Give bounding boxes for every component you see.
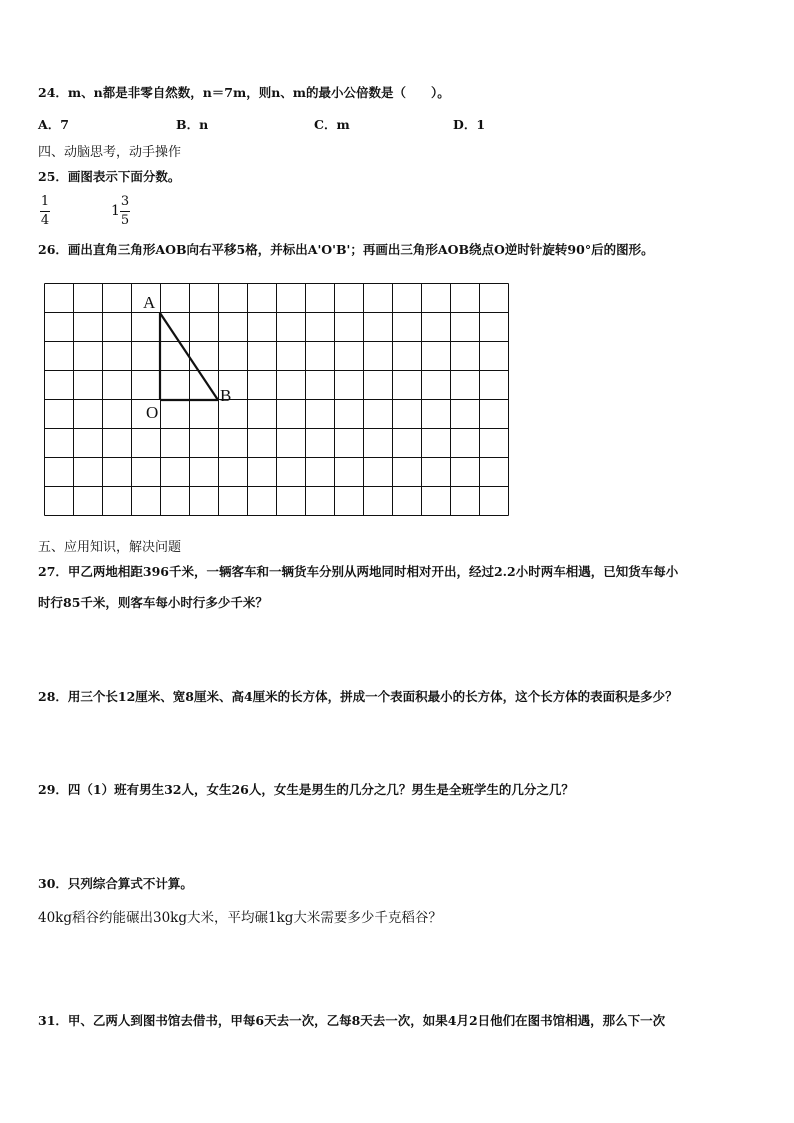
fraction-numerator: 3	[120, 194, 130, 209]
fraction-numerator: 1	[40, 194, 50, 209]
fraction-denominator: 4	[40, 213, 50, 228]
fraction-denominator: 5	[120, 213, 130, 228]
vertex-label-o: O	[146, 403, 159, 422]
q30-stem: 30．只列综合算式不计算。	[38, 876, 193, 891]
q27-line-2: 时行85千米，则客车每小时行多少千米？	[38, 595, 268, 610]
fraction-one-quarter	[40, 194, 50, 229]
fraction-bar	[40, 211, 50, 212]
q27-line-1: 27．甲乙两地相距396千米，一辆客车和一辆货车分别从两地同时相对开出，经过2.2小时两车相遇，已知货车每小	[38, 564, 679, 579]
q29-stem: 29．四（1）班有男生32人，女生26人，女生是男生的几分之几？男生是全班学生的几分之几？	[38, 782, 574, 797]
fraction-bar	[120, 211, 130, 212]
drawing-grid[interactable]	[44, 283, 510, 521]
q26-stem: 26．画出直角三角形AOB向右平移5格，并标出A'O'B'；再画出三角形AOB绕点O逆时针旋转90°后的图形。	[38, 242, 654, 257]
q25-stem: 25．画图表示下面分数。	[38, 169, 181, 184]
section-5-heading: 五、应用知识，解决问题	[38, 540, 182, 555]
q24-option-d[interactable]: D．1	[453, 117, 486, 132]
q28-stem: 28．用三个长12厘米、宽8厘米、高4厘米的长方体，拼成一个表面积最小的长方体，这个长方体的表面积是多少？	[38, 689, 678, 704]
q24-option-c[interactable]: C．m	[314, 117, 350, 132]
vertex-label-b: B	[220, 386, 232, 405]
grid-svg	[44, 283, 510, 517]
fraction-three-fifths	[120, 194, 130, 229]
q31-stem: 31．甲、乙两人到图书馆去借书，甲每6天去一次，乙每8天去一次，如果4月2日他们在图书馆相遇，那么下一次	[38, 1013, 666, 1028]
q24-option-b[interactable]: B．n	[176, 117, 209, 132]
q30-body: 40kg稻谷约能碾出30kg大米，平均碾1kg大米需要多少千克稻谷？	[38, 910, 442, 926]
mixed-number-whole: 1	[111, 203, 120, 219]
grid-lines	[45, 284, 509, 516]
vertex-label-a: A	[143, 293, 156, 312]
section-4-heading: 四、动脑思考，动手操作	[38, 145, 182, 160]
q24-stem: 24．m、n都是非零自然数，n＝7m，则n、m的最小公倍数是（ ）。	[38, 85, 450, 100]
q24-option-a[interactable]: A．7	[38, 117, 69, 132]
